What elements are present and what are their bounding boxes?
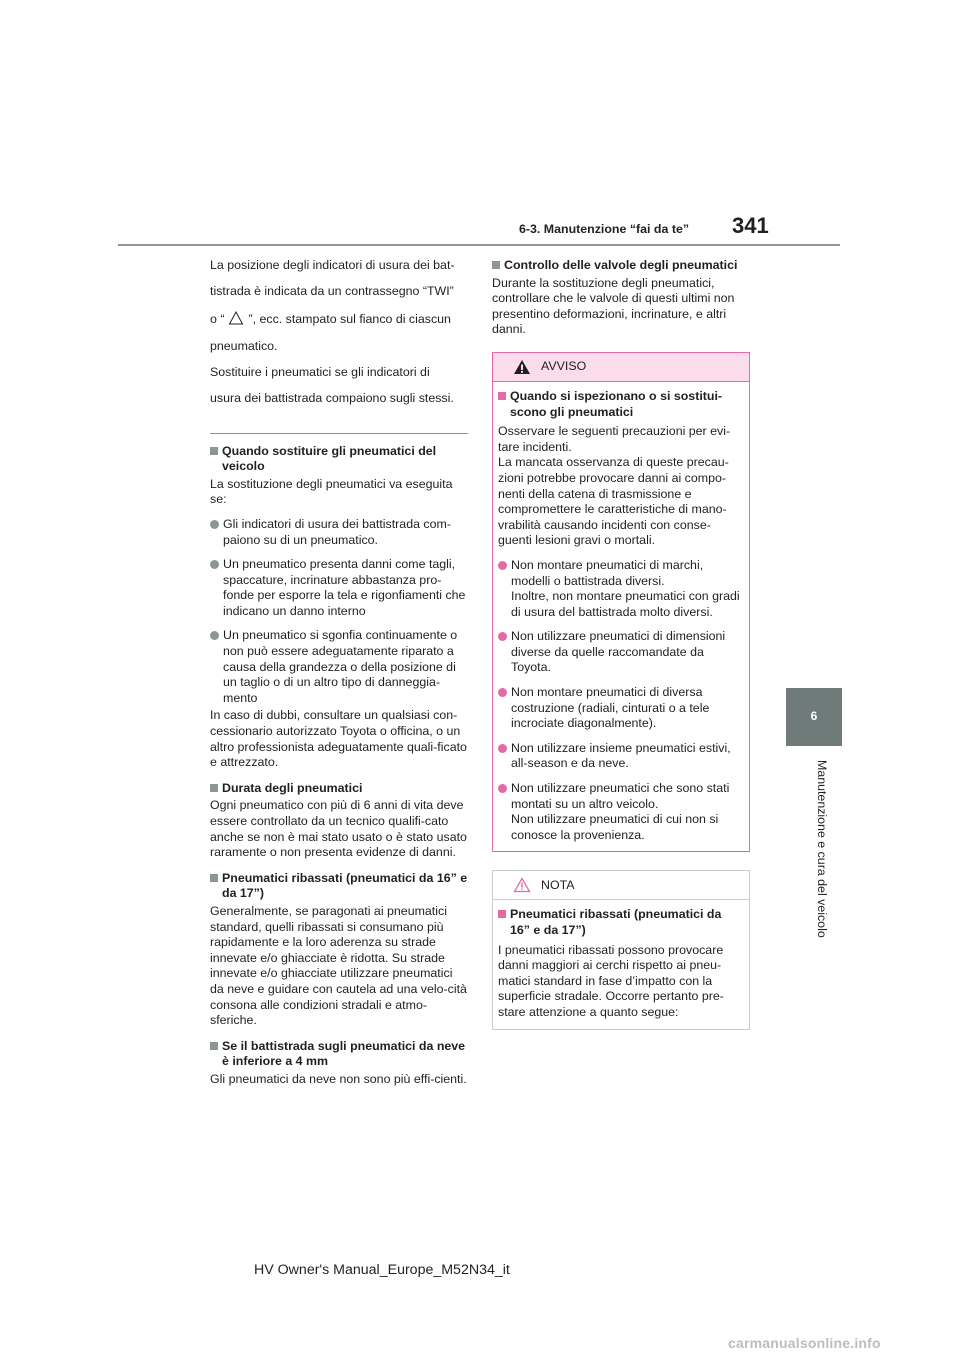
warning-heading: Quando si ispezionano o si sostitui-scono gli pneumatici	[498, 389, 743, 420]
intro-line: usura dei battistrada compaiono sugli stessi.	[210, 390, 454, 405]
page-number: 341	[732, 213, 769, 238]
section-low-profile	[210, 871, 468, 1029]
right-column	[492, 258, 750, 1030]
note-body	[493, 907, 749, 1028]
note-label: NOTA	[541, 877, 575, 892]
list-item: Non montare pneumatici di marchi, modelli o battistrada diversi. Inoltre, non montare pneumatici con gradi di usura del battistrada molto diversi.	[498, 558, 743, 620]
header-rule	[118, 244, 840, 246]
section-heading: Pneumatici ribassati (pneumatici da 16” e da 17”)	[210, 871, 468, 902]
watermark: carmanualsonline.info	[728, 1335, 881, 1351]
section-body: Generalmente, se paragonati ai pneumatici standard, quelli ribassati si consumano più rapidamente e la loro aderenza su strade innevate e/o ghiacciate è ridotta. Su strade innevate e/o ghiacciate utilizzare pneumatici da neve e guidare con cautela ad una velo-cità consona alle condizioni stradali e atmo-sferiche.	[210, 903, 467, 1028]
warning-text: La mancata osservanza di queste precau-zioni potrebbe provocare danni ai compo-nenti della catena di trasmissione e compromettere le caratteristiche di mano-vrabilità causando incidenti con conse-guenti lesioni gravi o mortali.	[498, 455, 729, 548]
section-heading: Durata degli pneumatici	[210, 781, 468, 797]
section-title: 6-3. Manutenzione “fai da te”	[519, 222, 690, 236]
square-bullet-icon	[210, 1042, 218, 1050]
section-body: Ogni pneumatico con più di 6 anni di vita deve essere controllato da un tecnico qualifi-cato anche se non è mai stato usato o è stato usato raramente o non presenta evidenze di danni.	[210, 798, 467, 860]
warning-text: Osservare le seguenti precauzioni per evi-tare incidenti.	[498, 424, 731, 454]
section-body: La sostituzione degli pneumatici va eseguita se:	[210, 476, 453, 507]
warning-box	[492, 352, 750, 852]
intro-line: tistrada è indicata da un contrassegno “TWI”	[210, 284, 454, 299]
square-bullet-icon	[210, 874, 218, 882]
intro-line: Sostituire i pneumatici se gli indicatori di	[210, 364, 430, 379]
chapter-number: 6	[810, 709, 818, 724]
intro-line: pneumatico.	[210, 338, 278, 353]
circle-bullet-icon	[498, 632, 507, 641]
intro-paragraph	[210, 258, 468, 407]
warning-header	[493, 353, 749, 382]
list-item: Non utilizzare pneumatici di dimensioni diverse da quelle raccomandate da Toyota.	[498, 629, 743, 676]
warning-body	[493, 382, 749, 851]
triangle-icon	[228, 310, 244, 326]
left-column	[210, 258, 468, 1098]
section-snow-tires	[210, 1039, 468, 1088]
list-item: Un pneumatico presenta danni come tagli, spaccature, incrinature abbastanza pro-fonde per esporre la tela e rigonfiamenti che indicano un danno interno	[210, 557, 468, 619]
intro-line: o “ ”, ecc. stampato sul fianco di ciascun	[210, 312, 451, 327]
circle-bullet-icon	[210, 560, 219, 569]
list-item: Non montare pneumatici di diversa costruzione (radiali, cinturati o a tele incrociate diagonalmente).	[498, 685, 743, 732]
list-item: Un pneumatico si sgonfia continuamente o non può essere adeguatamente riparato a causa della grandezza o della posizione di un taglio o di un altro tipo di danneggia-mento	[210, 628, 468, 706]
section-heading: Se il battistrada sugli pneumatici da neve è inferiore a 4 mm	[210, 1039, 468, 1070]
section-tire-life	[210, 781, 468, 861]
square-bullet-icon	[492, 261, 500, 269]
chapter-tab	[786, 688, 842, 746]
note-heading: Pneumatici ribassati (pneumatici da 16” e da 17”)	[498, 907, 743, 938]
list-item: Non utilizzare insieme pneumatici estivi, all-season e da neve.	[498, 741, 743, 772]
section-divider	[210, 433, 468, 434]
note-header	[493, 871, 749, 900]
section-body: In caso di dubbi, consultare un qualsiasi con-cessionario autorizzato Toyota o officina, o un altro professionista adeguatamente quali-ficato e attrezzato.	[210, 708, 467, 770]
section-body: Gli pneumatici da neve non sono più effi-cienti.	[210, 1071, 467, 1086]
circle-bullet-icon	[498, 784, 507, 793]
list-item: Gli indicatori di usura dei battistrada com-paiono su di un pneumatico.	[210, 517, 468, 548]
circle-bullet-icon	[210, 520, 219, 529]
warning-icon	[513, 359, 531, 375]
section-when-replace	[210, 444, 468, 771]
note-box	[492, 870, 750, 1029]
note-text: I pneumatici ribassati possono provocare danni maggiori ai cerchi rispetto ai pneu-matici standard in fase d’impatto con la superficie stradale. Occorre pertanto pre-stare attenzione a quanto segue:	[498, 942, 724, 1019]
square-bullet-icon	[498, 392, 506, 400]
circle-bullet-icon	[210, 631, 219, 640]
section-heading: Quando sostituire gli pneumatici del veicolo	[210, 444, 468, 475]
list-item: Non utilizzare pneumatici che sono stati montati su un altro veicolo. Non utilizzare pneumatici di cui non si conosce la provenienza.	[498, 781, 743, 843]
caution-triangle-icon	[513, 877, 531, 893]
circle-bullet-icon	[498, 744, 507, 753]
section-body: Durante la sostituzione degli pneumatici, controllare che le valvole di questi ultimi non presentino deformazioni, incrinature, e altri danni.	[492, 275, 735, 337]
warning-label: AVVISO	[541, 359, 587, 374]
square-bullet-icon	[210, 447, 218, 455]
intro-line: La posizione degli indicatori di usura dei bat-	[210, 258, 455, 272]
section-heading: Controllo delle valvole degli pneumatici	[492, 258, 750, 274]
circle-bullet-icon	[498, 561, 507, 570]
chapter-title: Manutenzione e cura del veicolo	[815, 760, 829, 938]
section-valves	[492, 258, 750, 338]
square-bullet-icon	[498, 910, 506, 918]
circle-bullet-icon	[498, 688, 507, 697]
square-bullet-icon	[210, 784, 218, 792]
manual-id: HV Owner's Manual_Europe_M52N34_it	[254, 1262, 510, 1278]
